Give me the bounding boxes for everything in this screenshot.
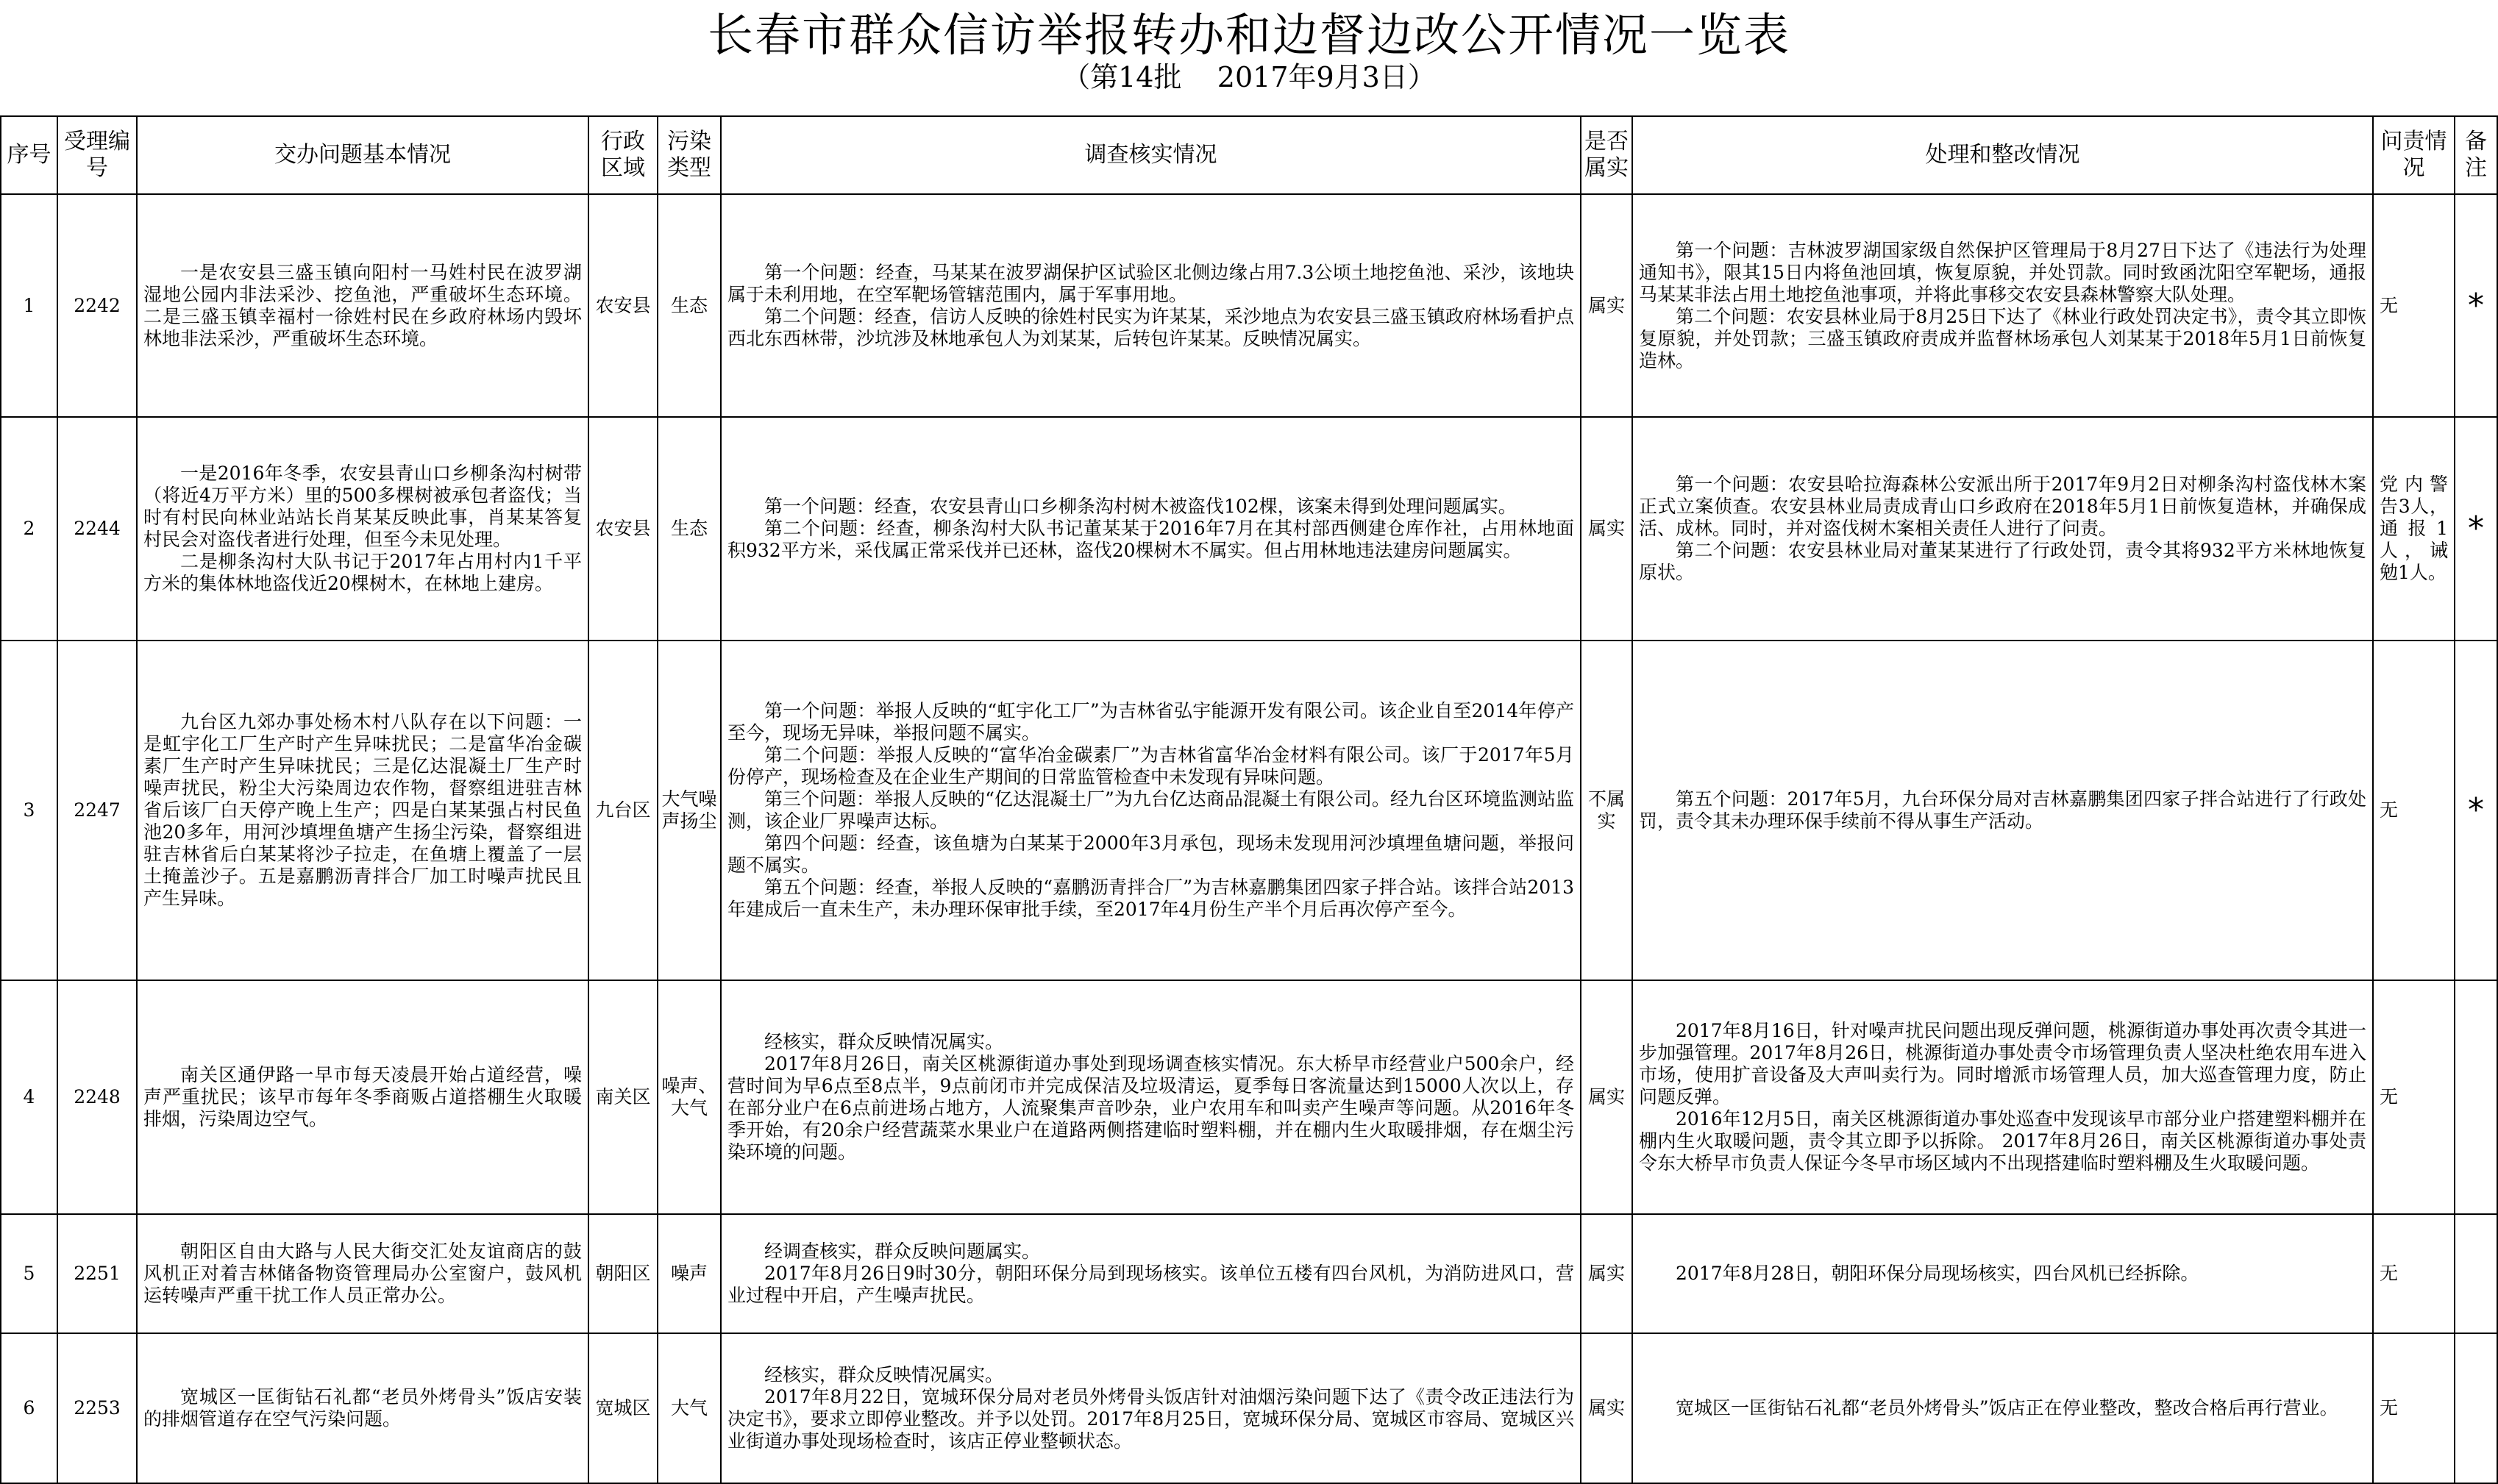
issue-paragraph: 宽城区一匡街钻石礼都“老员外烤骨头”饭店安装的排烟管道存在空气污染问题。	[143, 1386, 582, 1430]
header-pollution: 污染类型	[658, 116, 721, 194]
cell-seq: 3	[1, 641, 57, 980]
cell-handling	[1632, 417, 2373, 641]
investigation-paragraph: 第五个问题：经查，举报人反映的“嘉鹏沥青拌合厂”为吉林嘉鹏集团四家子拌合站。该拌合站2013年建成后一直未生产，未办理环保审批手续，至2017年4月份生产半个月后再次停产至今。	[727, 877, 1574, 920]
header-investigation: 调查核实情况	[721, 116, 1581, 194]
cell-district: 农安县	[588, 417, 658, 641]
cell-accept-no: 2253	[57, 1333, 137, 1483]
handling-paragraph: 第五个问题：2017年5月，九台环保分局对吉林嘉鹏集团四家子拌合站进行了行政处罚，责令其未办理环保手续前不得从事生产活动。	[1639, 788, 2366, 832]
cell-accept-no: 2242	[57, 194, 137, 417]
cell-accountability: 无	[2373, 980, 2455, 1214]
report-table	[0, 115, 2498, 1484]
cell-investigation	[721, 641, 1581, 980]
handling-paragraph: 第一个问题：农安县哈拉海森林公安派出所于2017年9月2日对柳条沟村盗伐林木案正式立案侦查。农安县林业局责成青山口乡政府在2018年5月1日前恢复造林，并确保成活、成林。同时，并对盗伐树木案相关责任人进行了问责。	[1639, 474, 2366, 539]
cell-accountability: 党内警告3人，通报1人，诫勉1人。	[2373, 417, 2455, 641]
investigation-paragraph: 经核实，群众反映情况属实。	[764, 1364, 1004, 1385]
table-row	[1, 641, 2497, 980]
page-title: 长春市群众信访举报转办和边督边改公开情况一览表	[707, 8, 1790, 62]
issue-paragraph: 一是农安县三盛玉镇向阳村一马姓村民在波罗湖湿地公园内非法采沙、挖鱼池，严重破坏生态环境。二是三盛玉镇幸福村一徐姓村民在乡政府林场内毁坏林地非法采沙，严重破坏生态环境。	[143, 261, 582, 349]
cell-verified: 属实	[1581, 194, 1632, 417]
table-row	[1, 1333, 2497, 1483]
table-header-row	[1, 116, 2497, 194]
cell-verified: 属实	[1581, 980, 1632, 1214]
cell-district: 南关区	[588, 980, 658, 1214]
cell-investigation	[721, 1333, 1581, 1483]
cell-seq: 6	[1, 1333, 57, 1483]
investigation-paragraph: 第一个问题：举报人反映的“虹宇化工厂”为吉林省弘宇能源开发有限公司。该企业自至2014年停产至今，现场无异味，举报问题不属实。	[727, 700, 1574, 743]
cell-issue	[137, 1333, 588, 1483]
page-subtitle: （第14批 2017年9月3日）	[1062, 61, 1436, 93]
investigation-paragraph: 第二个问题：经查，柳条沟村大队书记董某某于2016年7月在其村部西侧建仓库作社，占用林地面积932平方米，采伐属正常采伐并已还林，盗伐20棵树木不属实。但占用林地违法建房问题属实。	[727, 518, 1574, 561]
handling-paragraph: 2016年12月5日，南关区桃源街道办事处巡查中发现该早市部分业户搭建塑料棚并在棚内生火取暖问题，责令其立即予以拆除。 2017年8月26日，南关区桃源街道办事处责令东大桥早市负责人保证今冬早市场区域内不出现搭建临时塑料棚及生火取暖问题。	[1639, 1108, 2366, 1174]
investigation-paragraph: 第一个问题：经查，马某某在波罗湖保护区试验区北侧边缘占用7.3公顷土地挖鱼池、采沙，该地块属于未利用地，在空军靶场管辖范围内，属于军事用地。	[727, 261, 1574, 305]
cell-district: 宽城区	[588, 1333, 658, 1483]
issue-paragraph: 一是2016年冬季，农安县青山口乡柳条沟村树带（将近4万平方米）里的500多棵树被承包者盗伐；当时有村民向林业站站长肖某某反映此事，肖某某答复村民会对盗伐者进行处理，但至今未见处理。	[143, 463, 582, 550]
investigation-paragraph: 2017年8月22日，宽城环保分局对老员外烤骨头饭店针对油烟污染问题下达了《责令改正违法行为决定书》，要求立即停业整改。并予以处罚。2017年8月25日，宽城环保分局、宽城区市容局、宽城区兴业街道办事处现场检查时，该店正停业整顿状态。	[727, 1386, 1574, 1452]
issue-paragraph: 南关区通伊路一早市每天凌晨开始占道经营，噪声严重扰民；该早市每年冬季商贩占道搭棚生火取暖排烟，污染周边空气。	[143, 1064, 582, 1130]
handling-paragraph: 2017年8月28日，朝阳环保分局现场核实，四台风机已经拆除。	[1676, 1263, 2199, 1284]
cell-accept-no: 2248	[57, 980, 137, 1214]
cell-district: 朝阳区	[588, 1214, 658, 1333]
cell-seq: 4	[1, 980, 57, 1214]
cell-verified: 属实	[1581, 417, 1632, 641]
handling-paragraph: 第一个问题：吉林波罗湖国家级自然保护区管理局于8月27日下达了《违法行为处理通知书》，限其15日内将鱼池回填，恢复原貌，并处罚款。同时致函沈阳空军靶场，通报马某某非法占用土地挖鱼池事项，并将此事移交农安县森林警察大队处理。	[1639, 239, 2366, 305]
cell-remark	[2455, 1214, 2497, 1333]
handling-paragraph: 2017年8月16日，针对噪声扰民问题出现反弹问题，桃源街道办事处再次责令其进一步加强管理。2017年8月26日，桃源街道办事处责令市场管理负责人坚决杜绝农用车进入市场，使用扩音设备及大声叫卖行为。同时增派市场管理人员，加大巡查管理力度，防止问题反弹。	[1639, 1020, 2366, 1107]
cell-pollution: 大气	[658, 1333, 721, 1483]
cell-verified: 属实	[1581, 1214, 1632, 1333]
cell-handling	[1632, 980, 2373, 1214]
cell-pollution: 生态	[658, 417, 721, 641]
cell-handling	[1632, 641, 2373, 980]
cell-accept-no: 2247	[57, 641, 137, 980]
handling-paragraph: 宽城区一匡街钻石礼都“老员外烤骨头”饭店正在停业整改，整改合格后再行营业。	[1676, 1397, 2338, 1419]
cell-investigation	[721, 980, 1581, 1214]
investigation-paragraph: 第三个问题：举报人反映的“亿达混凝土厂”为九台亿达商品混凝土有限公司。经九台区环境监测站监测，该企业厂界噪声达标。	[727, 788, 1574, 832]
cell-handling	[1632, 1333, 2373, 1483]
cell-remark: *	[2455, 641, 2497, 980]
cell-district: 九台区	[588, 641, 658, 980]
cell-accountability: 无	[2373, 194, 2455, 417]
header-accountability: 问责情况	[2373, 116, 2455, 194]
table-row	[1, 417, 2497, 641]
cell-issue	[137, 194, 588, 417]
cell-issue	[137, 417, 588, 641]
cell-issue	[137, 980, 588, 1214]
issue-paragraph: 二是柳条沟村大队书记于2017年占用村内1千平方米的集体林地盗伐近20棵树木，在林地上建房。	[143, 551, 582, 594]
cell-accept-no: 2244	[57, 417, 137, 641]
cell-seq: 1	[1, 194, 57, 417]
cell-seq: 2	[1, 417, 57, 641]
header-verified: 是否属实	[1581, 116, 1632, 194]
table-row	[1, 980, 2497, 1214]
issue-paragraph: 九台区九郊办事处杨木村八队存在以下问题：一是虹宇化工厂生产时产生异味扰民；二是富华冶金碳素厂生产时产生异味扰民；三是亿达混凝土厂生产时噪声扰民，粉尘大污染周边农作物，督察组进驻吉林省后该厂白天停产晚上生产；四是白某某强占村民鱼池20多年，用河沙填埋鱼塘产生扬尘污染，督察组进驻吉林省后白某某将沙子拉走，在鱼塘上覆盖了一层土掩盖沙子。五是嘉鹏沥青拌合厂加工时噪声扰民且产生异味。	[143, 711, 582, 909]
cell-verified: 属实	[1581, 1333, 1632, 1483]
cell-accountability: 无	[2373, 1333, 2455, 1483]
investigation-paragraph: 第二个问题：举报人反映的“富华冶金碳素厂”为吉林省富华冶金材料有限公司。该厂于2017年5月份停产，现场检查及在企业生产期间的日常监管检查中未发现有异味问题。	[727, 744, 1574, 788]
investigation-paragraph: 经核实，群众反映情况属实。	[764, 1031, 1004, 1052]
table-row	[1, 1214, 2497, 1333]
cell-issue	[137, 641, 588, 980]
issue-paragraph: 朝阳区自由大路与人民大街交汇处友谊商店的鼓风机正对着吉林储备物资管理局办公室窗户，鼓风机运转噪声严重干扰工作人员正常办公。	[143, 1241, 582, 1306]
cell-verified: 不属实	[1581, 641, 1632, 980]
header-district: 行政区域	[588, 116, 658, 194]
cell-pollution: 噪声	[658, 1214, 721, 1333]
header-handling: 处理和整改情况	[1632, 116, 2373, 194]
header-accept-no: 受理编号	[57, 116, 137, 194]
cell-issue	[137, 1214, 588, 1333]
cell-investigation	[721, 417, 1581, 641]
header-issue: 交办问题基本情况	[137, 116, 588, 194]
cell-remark	[2455, 980, 2497, 1214]
cell-handling	[1632, 1214, 2373, 1333]
cell-accept-no: 2251	[57, 1214, 137, 1333]
cell-handling	[1632, 194, 2373, 417]
table-row	[1, 194, 2497, 417]
cell-remark: *	[2455, 417, 2497, 641]
cell-remark	[2455, 1333, 2497, 1483]
investigation-paragraph: 经调查核实，群众反映问题属实。	[764, 1241, 1041, 1262]
cell-investigation	[721, 194, 1581, 417]
cell-seq: 5	[1, 1214, 57, 1333]
cell-pollution: 噪声、大气	[658, 980, 721, 1214]
cell-remark: *	[2455, 194, 2497, 417]
investigation-paragraph: 第一个问题：经查，农安县青山口乡柳条沟村树木被盗伐102棵，该案未得到处理问题属实。	[764, 496, 1517, 517]
cell-accountability: 无	[2373, 641, 2455, 980]
header-remark: 备注	[2455, 116, 2497, 194]
handling-paragraph: 第二个问题：农安县林业局对董某某进行了行政处罚，责令其将932平方米林地恢复原状。	[1639, 540, 2366, 583]
investigation-paragraph: 第二个问题：经查，信访人反映的徐姓村民实为许某某，采沙地点为农安县三盛玉镇政府林场看护点西北东西林带，沙坑涉及林地承包人为刘某某，后转包许某某。反映情况属实。	[727, 305, 1574, 349]
investigation-paragraph: 2017年8月26日，南关区桃源街道办事处到现场调查核实情况。东大桥早市经营业户500余户，经营时间为早6点至8点半，9点前闭市并完成保洁及垃圾清运，夏季每日客流量达到15000人次以上，存在部分业户在6点前进场占地方，人流聚集声音吵杂，业户农用车和叫卖产生噪声等问题。从2016年冬季开始，有20余户经营蔬菜水果业户在道路两侧搭建临时塑料棚，并在棚内生火取暖排烟，存在烟尘污染环境的问题。	[727, 1053, 1574, 1163]
investigation-paragraph: 第四个问题：经查，该鱼塘为白某某于2000年3月承包，现场未发现用河沙填埋鱼塘问题，举报问题不属实。	[727, 832, 1574, 876]
cell-pollution: 大气噪声扬尘	[658, 641, 721, 980]
header-seq: 序号	[1, 116, 57, 194]
cell-district: 农安县	[588, 194, 658, 417]
cell-accountability: 无	[2373, 1214, 2455, 1333]
cell-pollution: 生态	[658, 194, 721, 417]
investigation-paragraph: 2017年8月26日9时30分，朝阳环保分局到现场核实。该单位五楼有四台风机，为消防进风口，营业过程中开启，产生噪声扰民。	[727, 1263, 1574, 1306]
cell-investigation	[721, 1214, 1581, 1333]
handling-paragraph: 第二个问题：农安县林业局于8月25日下达了《林业行政处罚决定书》，责令其立即恢复原貌，并处罚款；三盛玉镇政府责成并监督林场承包人刘某某于2018年5月1日前恢复造林。	[1639, 305, 2366, 371]
